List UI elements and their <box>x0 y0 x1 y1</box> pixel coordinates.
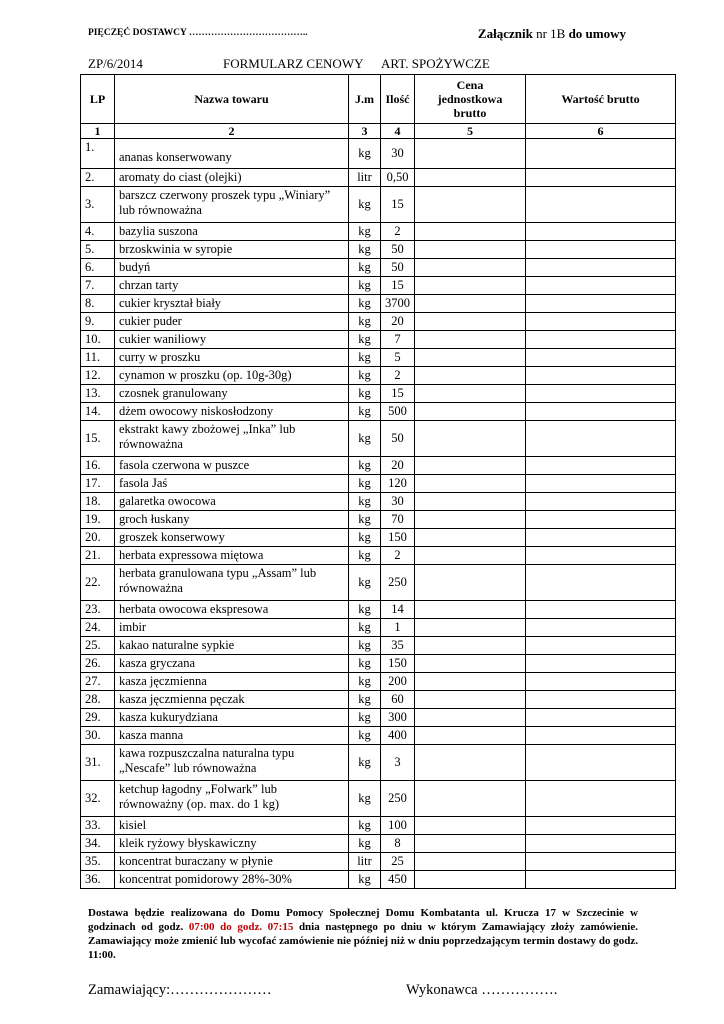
row-unit-price-cell[interactable] <box>415 817 526 835</box>
row-lp: 3. <box>81 187 115 223</box>
row-unit: kg <box>349 601 381 619</box>
row-unit: kg <box>349 349 381 367</box>
row-unit-price-cell[interactable] <box>415 259 526 277</box>
row-lp: 21. <box>81 547 115 565</box>
header-unit-price-line-2: jednostkowa <box>437 92 503 106</box>
row-quantity: 30 <box>381 139 415 169</box>
supplier-stamp: PIĘCZĘĆ DOSTAWCY ……………………………….. <box>88 28 308 38</box>
col-number-6: 6 <box>526 124 676 139</box>
row-unit-price-cell[interactable] <box>415 349 526 367</box>
row-unit: kg <box>349 403 381 421</box>
col-number-3: 3 <box>349 124 381 139</box>
row-unit-price-cell[interactable] <box>415 169 526 187</box>
row-product-name: groszek konserwowy <box>115 529 349 547</box>
row-unit-price-cell[interactable] <box>415 367 526 385</box>
form-title: FORMULARZ CENOWY <box>223 56 364 71</box>
row-lp: 35. <box>81 853 115 871</box>
row-product-name: kasza manna <box>115 727 349 745</box>
row-product-name: kasza jęczmienna pęczak <box>115 691 349 709</box>
table-row <box>81 295 676 313</box>
row-product-name: fasola Jaś <box>115 475 349 493</box>
row-product-name: kakao naturalne sypkie <box>115 637 349 655</box>
row-total-value-cell[interactable] <box>526 313 676 331</box>
signature-footer <box>88 982 628 1002</box>
row-quantity: 500 <box>381 403 415 421</box>
row-quantity: 15 <box>381 277 415 295</box>
row-total-value-cell[interactable] <box>526 259 676 277</box>
table-row <box>81 259 676 277</box>
row-lp: 18. <box>81 493 115 511</box>
row-unit: kg <box>349 709 381 727</box>
row-total-value-cell[interactable] <box>526 223 676 241</box>
row-total-value-cell[interactable] <box>526 457 676 475</box>
row-quantity: 300 <box>381 709 415 727</box>
row-unit-price-cell[interactable] <box>415 421 526 457</box>
row-quantity: 30 <box>381 493 415 511</box>
row-unit: kg <box>349 277 381 295</box>
row-lp: 14. <box>81 403 115 421</box>
row-unit-price-cell[interactable] <box>415 601 526 619</box>
table-row <box>81 547 676 565</box>
row-unit-price-cell[interactable] <box>415 835 526 853</box>
row-unit: kg <box>349 619 381 637</box>
row-unit-price-cell[interactable] <box>415 313 526 331</box>
row-unit: kg <box>349 871 381 889</box>
header-name: Nazwa towaru <box>115 75 349 124</box>
row-total-value-cell[interactable] <box>526 295 676 313</box>
row-quantity: 120 <box>381 475 415 493</box>
row-quantity: 100 <box>381 817 415 835</box>
row-quantity: 150 <box>381 529 415 547</box>
row-lp: 26. <box>81 655 115 673</box>
table-row <box>81 781 676 817</box>
row-unit-price-cell[interactable] <box>415 385 526 403</box>
table-row <box>81 223 676 241</box>
row-unit: kg <box>349 367 381 385</box>
row-total-value-cell[interactable] <box>526 493 676 511</box>
row-unit: kg <box>349 187 381 223</box>
table-row <box>81 817 676 835</box>
row-total-value-cell[interactable] <box>526 637 676 655</box>
row-total-value-cell[interactable] <box>526 277 676 295</box>
row-total-value-cell[interactable] <box>526 835 676 853</box>
row-lp: 15. <box>81 421 115 457</box>
row-quantity: 50 <box>381 259 415 277</box>
row-total-value-cell[interactable] <box>526 385 676 403</box>
row-lp: 7. <box>81 277 115 295</box>
form-category: ART. SPOŻYWCZE <box>381 56 490 71</box>
row-lp: 13. <box>81 385 115 403</box>
row-product-name: barszcz czerwony proszek typu „Winiary” lub równoważna <box>115 187 349 223</box>
delivery-time-window: 07:00 do godz. 07:15 <box>188 921 294 933</box>
row-total-value-cell[interactable] <box>526 241 676 259</box>
delivery-note-text-1: Dostawa będzie realizowana do Domu Pomocy Społecznej Domu Kombatanta ul. Krucza 17 w Szczecinie w godzinach od godz. <box>88 907 638 933</box>
row-total-value-cell[interactable] <box>526 169 676 187</box>
row-lp: 32. <box>81 781 115 817</box>
row-total-value-cell[interactable] <box>526 745 676 781</box>
row-total-value-cell[interactable] <box>526 367 676 385</box>
table-row <box>81 313 676 331</box>
annex-number: nr 1B <box>532 26 569 41</box>
row-lp: 28. <box>81 691 115 709</box>
table-row <box>81 421 676 457</box>
row-unit: kg <box>349 295 381 313</box>
table-row <box>81 493 676 511</box>
row-unit-price-cell[interactable] <box>415 709 526 727</box>
orderer-signature: Zamawiający:………………… <box>88 982 272 998</box>
row-lp: 36. <box>81 871 115 889</box>
row-unit-price-cell[interactable] <box>415 565 526 601</box>
row-unit: litr <box>349 853 381 871</box>
table-row <box>81 403 676 421</box>
row-total-value-cell[interactable] <box>526 421 676 457</box>
row-quantity: 200 <box>381 673 415 691</box>
row-total-value-cell[interactable] <box>526 331 676 349</box>
table-row <box>81 457 676 475</box>
row-total-value-cell[interactable] <box>526 403 676 421</box>
row-quantity: 450 <box>381 871 415 889</box>
row-unit: kg <box>349 691 381 709</box>
row-quantity: 14 <box>381 601 415 619</box>
row-lp: 29. <box>81 709 115 727</box>
row-total-value-cell[interactable] <box>526 565 676 601</box>
row-lp: 8. <box>81 295 115 313</box>
table-row <box>81 601 676 619</box>
row-unit: kg <box>349 529 381 547</box>
row-product-name: cynamon w proszku (op. 10g-30g) <box>115 367 349 385</box>
table-row <box>81 853 676 871</box>
row-unit-price-cell[interactable] <box>415 637 526 655</box>
row-product-name: budyń <box>115 259 349 277</box>
table-row <box>81 367 676 385</box>
row-total-value-cell[interactable] <box>526 673 676 691</box>
row-product-name: dżem owocowy niskosłodzony <box>115 403 349 421</box>
header-unit-price-line-1: Cena <box>456 78 484 92</box>
row-quantity: 0,50 <box>381 169 415 187</box>
row-unit-price-cell[interactable] <box>415 619 526 637</box>
row-unit-price-cell[interactable] <box>415 331 526 349</box>
row-unit-price-cell[interactable] <box>415 727 526 745</box>
row-lp: 19. <box>81 511 115 529</box>
row-quantity: 250 <box>381 565 415 601</box>
row-product-name: herbata expressowa miętowa <box>115 547 349 565</box>
row-lp: 30. <box>81 727 115 745</box>
row-quantity: 7 <box>381 331 415 349</box>
table-row <box>81 475 676 493</box>
row-quantity: 400 <box>381 727 415 745</box>
row-product-name: aromaty do ciast (olejki) <box>115 169 349 187</box>
row-unit-price-cell[interactable] <box>415 547 526 565</box>
row-unit-price-cell[interactable] <box>415 475 526 493</box>
column-number-row <box>81 124 676 139</box>
document-header <box>88 26 626 44</box>
row-product-name: bazylia suszona <box>115 223 349 241</box>
row-product-name: cukier puder <box>115 313 349 331</box>
row-unit-price-cell[interactable] <box>415 511 526 529</box>
row-product-name: cukier waniliowy <box>115 331 349 349</box>
row-total-value-cell[interactable] <box>526 475 676 493</box>
col-number-2: 2 <box>115 124 349 139</box>
row-unit-price-cell[interactable] <box>415 223 526 241</box>
table-row <box>81 835 676 853</box>
col-number-1: 1 <box>81 124 115 139</box>
row-quantity: 70 <box>381 511 415 529</box>
row-quantity: 20 <box>381 313 415 331</box>
row-product-name: koncentrat pomidorowy 28%-30% <box>115 871 349 889</box>
row-product-name: groch łuskany <box>115 511 349 529</box>
row-total-value-cell[interactable] <box>526 691 676 709</box>
row-product-name: kleik ryżowy błyskawiczny <box>115 835 349 853</box>
table-row <box>81 529 676 547</box>
row-unit-price-cell[interactable] <box>415 493 526 511</box>
row-total-value-cell[interactable] <box>526 601 676 619</box>
row-unit: kg <box>349 655 381 673</box>
row-product-name: galaretka owocowa <box>115 493 349 511</box>
row-unit: kg <box>349 637 381 655</box>
row-lp: 33. <box>81 817 115 835</box>
row-unit: kg <box>349 421 381 457</box>
row-product-name: kasza gryczana <box>115 655 349 673</box>
row-lp: 4. <box>81 223 115 241</box>
row-unit-price-cell[interactable] <box>415 871 526 889</box>
row-lp: 6. <box>81 259 115 277</box>
table-row <box>81 331 676 349</box>
row-unit-price-cell[interactable] <box>415 781 526 817</box>
contractor-signature: Wykonawca ……………. <box>406 982 558 998</box>
row-product-name: herbata granulowana typu „Assam” lub równoważna <box>115 565 349 601</box>
row-lp: 2. <box>81 169 115 187</box>
row-lp: 1. <box>81 139 115 169</box>
row-quantity: 50 <box>381 241 415 259</box>
row-unit-price-cell[interactable] <box>415 745 526 781</box>
row-lp: 11. <box>81 349 115 367</box>
row-product-name: kawa rozpuszczalna naturalna typu „Nescafe” lub równoważna <box>115 745 349 781</box>
col-number-4: 4 <box>381 124 415 139</box>
row-quantity: 60 <box>381 691 415 709</box>
row-unit-price-cell[interactable] <box>415 853 526 871</box>
table-row <box>81 871 676 889</box>
row-unit: kg <box>349 727 381 745</box>
table-row <box>81 727 676 745</box>
row-unit: kg <box>349 457 381 475</box>
row-unit: kg <box>349 223 381 241</box>
row-unit: kg <box>349 817 381 835</box>
row-unit: kg <box>349 745 381 781</box>
row-quantity: 2 <box>381 367 415 385</box>
row-total-value-cell[interactable] <box>526 619 676 637</box>
row-quantity: 3700 <box>381 295 415 313</box>
row-total-value-cell[interactable] <box>526 853 676 871</box>
table-row <box>81 277 676 295</box>
row-unit: kg <box>349 565 381 601</box>
row-quantity: 20 <box>381 457 415 475</box>
row-unit: kg <box>349 835 381 853</box>
row-lp: 20. <box>81 529 115 547</box>
row-lp: 12. <box>81 367 115 385</box>
row-product-name: ketchup łagodny „Folwark” lub równoważny (op. max. do 1 kg) <box>115 781 349 817</box>
row-unit: kg <box>349 511 381 529</box>
table-row <box>81 745 676 781</box>
table-row <box>81 139 676 169</box>
row-lp: 34. <box>81 835 115 853</box>
row-quantity: 2 <box>381 223 415 241</box>
header-unit-price <box>415 75 526 124</box>
row-unit-price-cell[interactable] <box>415 673 526 691</box>
table-row <box>81 691 676 709</box>
row-unit-price-cell[interactable] <box>415 241 526 259</box>
annex-bold-2: do umowy <box>568 26 626 41</box>
row-unit-price-cell[interactable] <box>415 529 526 547</box>
row-quantity: 15 <box>381 385 415 403</box>
table-row <box>81 709 676 727</box>
row-total-value-cell[interactable] <box>526 781 676 817</box>
row-unit-price-cell[interactable] <box>415 457 526 475</box>
form-subheader <box>88 56 648 74</box>
row-product-name: czosnek granulowany <box>115 385 349 403</box>
row-quantity: 25 <box>381 853 415 871</box>
row-total-value-cell[interactable] <box>526 187 676 223</box>
header-qty: Ilość <box>381 75 415 124</box>
row-product-name: ananas konserwowany <box>115 139 349 169</box>
row-quantity: 15 <box>381 187 415 223</box>
row-unit: kg <box>349 781 381 817</box>
row-unit: kg <box>349 673 381 691</box>
table-row <box>81 565 676 601</box>
annex-label <box>478 26 626 42</box>
row-lp: 10. <box>81 331 115 349</box>
table-row <box>81 511 676 529</box>
delivery-note <box>88 906 638 962</box>
table-row <box>81 241 676 259</box>
row-lp: 16. <box>81 457 115 475</box>
row-lp: 17. <box>81 475 115 493</box>
row-product-name: kasza kukurydziana <box>115 709 349 727</box>
table-row <box>81 349 676 367</box>
row-lp: 23. <box>81 601 115 619</box>
row-unit-price-cell[interactable] <box>415 187 526 223</box>
row-total-value-cell[interactable] <box>526 727 676 745</box>
row-product-name: curry w proszku <box>115 349 349 367</box>
row-unit: kg <box>349 241 381 259</box>
row-product-name: koncentrat buraczany w płynie <box>115 853 349 871</box>
header-lp: LP <box>81 75 115 124</box>
row-lp: 5. <box>81 241 115 259</box>
row-lp: 25. <box>81 637 115 655</box>
row-unit: kg <box>349 331 381 349</box>
row-lp: 27. <box>81 673 115 691</box>
row-product-name: herbata owocowa ekspresowa <box>115 601 349 619</box>
header-unit-price-line-3: brutto <box>453 106 487 120</box>
row-total-value-cell[interactable] <box>526 349 676 367</box>
table-header-row <box>81 75 676 124</box>
row-lp: 24. <box>81 619 115 637</box>
row-unit-price-cell[interactable] <box>415 277 526 295</box>
row-unit: kg <box>349 493 381 511</box>
row-quantity: 250 <box>381 781 415 817</box>
row-unit: kg <box>349 475 381 493</box>
row-unit: kg <box>349 313 381 331</box>
row-total-value-cell[interactable] <box>526 817 676 835</box>
row-lp: 22. <box>81 565 115 601</box>
row-quantity: 5 <box>381 349 415 367</box>
table-row <box>81 169 676 187</box>
table-body <box>81 139 676 889</box>
table-row <box>81 673 676 691</box>
table-row <box>81 637 676 655</box>
row-product-name: fasola czerwona w puszce <box>115 457 349 475</box>
row-product-name: kasza jęczmienna <box>115 673 349 691</box>
row-unit-price-cell[interactable] <box>415 691 526 709</box>
col-number-5: 5 <box>415 124 526 139</box>
annex-bold-1: Załącznik <box>477 26 533 41</box>
header-total-value: Wartość brutto <box>526 75 676 124</box>
row-unit-price-cell[interactable] <box>415 139 526 169</box>
delivery-note-text-2: dnia następnego po dniu w którym Zamawiający złoży zamówienie. Zamawiający może zmienić lub wycofać zamówienie nie później niż w dniu poprzedzającym termin dostawy do godz. 11:00. <box>88 921 638 961</box>
row-quantity: 8 <box>381 835 415 853</box>
row-total-value-cell[interactable] <box>526 655 676 673</box>
row-total-value-cell[interactable] <box>526 529 676 547</box>
row-quantity: 2 <box>381 547 415 565</box>
reference-number: ZP/6/2014 <box>88 56 143 71</box>
row-lp: 31. <box>81 745 115 781</box>
row-product-name: cukier kryształ biały <box>115 295 349 313</box>
row-product-name: imbir <box>115 619 349 637</box>
table-row <box>81 385 676 403</box>
row-unit: kg <box>349 547 381 565</box>
row-lp: 9. <box>81 313 115 331</box>
row-product-name: brzoskwinia w syropie <box>115 241 349 259</box>
row-total-value-cell[interactable] <box>526 709 676 727</box>
row-unit: kg <box>349 385 381 403</box>
row-quantity: 150 <box>381 655 415 673</box>
row-quantity: 1 <box>381 619 415 637</box>
table-row <box>81 187 676 223</box>
table-row <box>81 619 676 637</box>
row-quantity: 3 <box>381 745 415 781</box>
row-product-name: ekstrakt kawy zbożowej „Inka” lub równoważna <box>115 421 349 457</box>
row-unit: kg <box>349 139 381 169</box>
row-unit: litr <box>349 169 381 187</box>
price-table <box>80 74 676 889</box>
row-total-value-cell[interactable] <box>526 139 676 169</box>
row-product-name: chrzan tarty <box>115 277 349 295</box>
row-unit-price-cell[interactable] <box>415 655 526 673</box>
row-unit: kg <box>349 259 381 277</box>
row-total-value-cell[interactable] <box>526 871 676 889</box>
header-unit: J.m <box>349 75 381 124</box>
row-product-name: kisiel <box>115 817 349 835</box>
table-row <box>81 655 676 673</box>
row-unit-price-cell[interactable] <box>415 403 526 421</box>
row-unit-price-cell[interactable] <box>415 295 526 313</box>
row-total-value-cell[interactable] <box>526 547 676 565</box>
row-quantity: 35 <box>381 637 415 655</box>
row-quantity: 50 <box>381 421 415 457</box>
row-total-value-cell[interactable] <box>526 511 676 529</box>
